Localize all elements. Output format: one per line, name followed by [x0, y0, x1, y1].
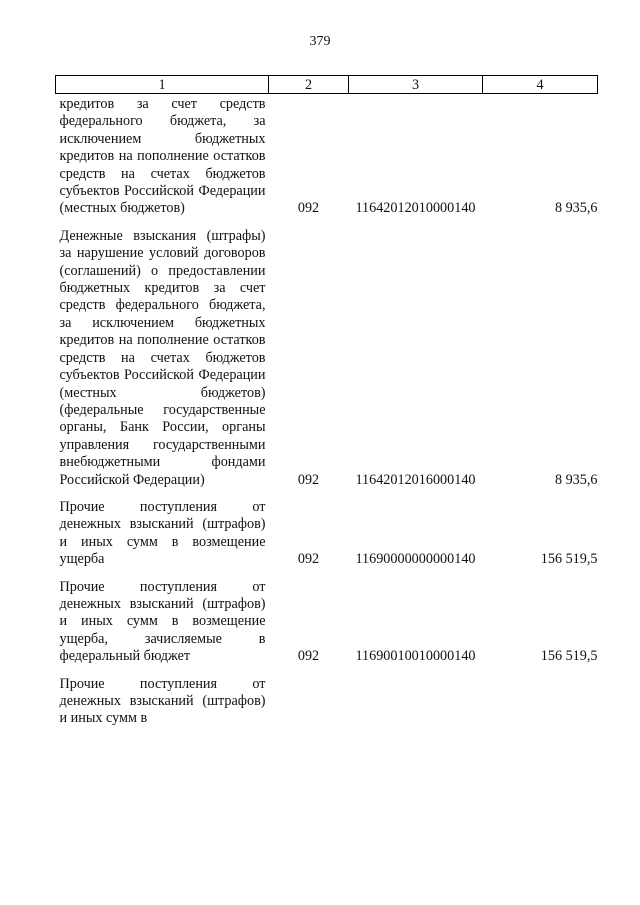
row-admin-code: 092 [297, 200, 320, 217]
row-description: Денежные взыскания (штрафы) за нарушение условий договоров (соглашений) о предоставлении бюджетных кредитов за счет средств федерального бюджета, за исключением бюджетных кредитов на пополнение остатков средств на счетах бюджетов субъектов Российской Федерации (местных бюджетов) (федеральные государственные органы, Банк России, органы управления государственными внебюджетными фондами Российской Федерации) [59, 227, 266, 488]
column-header-1: 1 [56, 76, 269, 94]
row-admin-code: 092 [297, 551, 320, 568]
row-budget-classification-code: 11642012016000140 [355, 471, 476, 488]
row-description: Прочие поступления от денежных взысканий (штрафов) и иных сумм в возмещение ущерба [59, 498, 266, 568]
row-admin-code: 092 [297, 471, 320, 488]
row-description: Прочие поступления от денежных взысканий (штрафов) и иных сумм в возмещение ущерба, зачисляемые в федеральный бюджет [59, 578, 266, 665]
row-amount [483, 676, 598, 728]
column-header-4: 4 [483, 76, 598, 94]
row-amount: 156 519,5 [540, 551, 598, 568]
table-row [56, 676, 598, 728]
table-row [56, 228, 598, 499]
column-number-header-row [56, 76, 598, 94]
row-description: Прочие поступления от денежных взысканий (штрафов) и иных сумм в [59, 675, 266, 727]
column-header-2: 2 [269, 76, 349, 94]
row-budget-classification-code: 11690000000000140 [355, 551, 476, 568]
row-admin-code: 092 [297, 648, 320, 665]
table-row [56, 499, 598, 579]
row-budget-classification-code [349, 676, 483, 728]
column-header-3: 3 [349, 76, 483, 94]
page-number: 379 [309, 34, 331, 49]
row-amount: 8 935,6 [554, 200, 598, 217]
row-budget-classification-code: 11690010010000140 [355, 648, 476, 665]
table-row [56, 579, 598, 676]
row-admin-code [269, 676, 349, 728]
row-description: кредитов за счет средств федерального бюджета, за исключением бюджетных кредитов на пополнение остатков средств на счетах бюджетов субъектов Российской Федерации (местных бюджетов) [59, 96, 266, 217]
row-amount: 8 935,6 [554, 471, 598, 488]
row-amount: 156 519,5 [540, 648, 598, 665]
row-budget-classification-code: 11642012010000140 [355, 200, 476, 217]
table-row [56, 94, 598, 228]
budget-revenue-table [55, 75, 598, 728]
